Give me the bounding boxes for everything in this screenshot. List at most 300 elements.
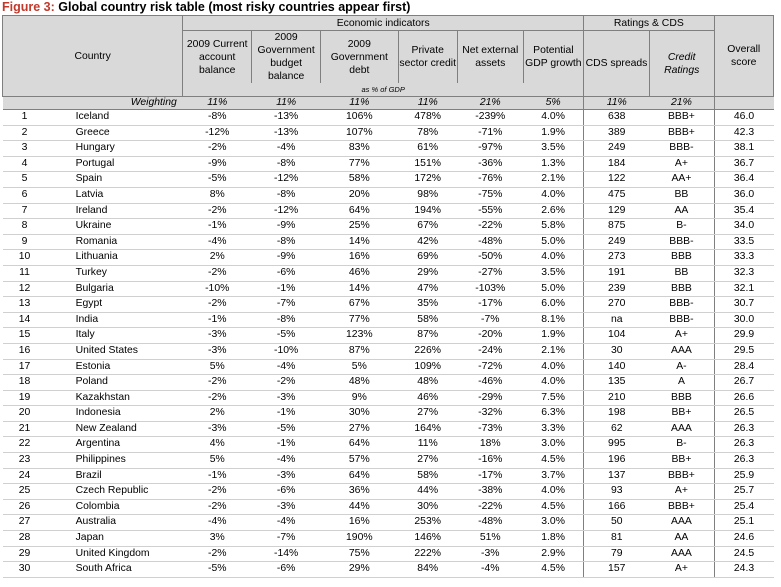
cell-private-credit: 67% [398, 219, 457, 235]
cell-credit-rating: A+ [649, 328, 714, 344]
cds-spreads-header: CDS spreads [584, 31, 650, 97]
cell-country: Ukraine [75, 219, 183, 235]
cell-gov-budget: -4% [252, 515, 321, 531]
cell-gov-debt: 64% [321, 468, 398, 484]
cell-gov-budget: -4% [252, 141, 321, 157]
cell-cds-spreads: 79 [584, 546, 650, 562]
cell-net-assets: -24% [457, 343, 523, 359]
cell-gdp-growth: 5.0% [523, 234, 583, 250]
cell-cds-spreads: 273 [584, 250, 650, 266]
cell-country: Turkey [75, 265, 183, 281]
cell-current-account: -2% [183, 203, 252, 219]
cell-private-credit: 253% [398, 515, 457, 531]
cell-current-account: 4% [183, 437, 252, 453]
cell-cds-spreads: 249 [584, 141, 650, 157]
cell-gov-debt: 30% [321, 406, 398, 422]
cell-private-credit: 27% [398, 453, 457, 469]
cell-gdp-growth: 4.5% [523, 499, 583, 515]
cell-current-account: -1% [183, 468, 252, 484]
cell-current-account: -9% [183, 156, 252, 172]
table-row [3, 250, 774, 266]
cell-private-credit: 42% [398, 234, 457, 250]
cell-gov-budget: -10% [252, 343, 321, 359]
cell-cds-spreads: 184 [584, 156, 650, 172]
cell-gov-budget: -6% [252, 562, 321, 578]
cell-cds-spreads: 62 [584, 421, 650, 437]
cell-private-credit: 27% [398, 406, 457, 422]
cell-country: Egypt [75, 297, 183, 313]
cell-current-account: -2% [183, 390, 252, 406]
cell-gdp-growth: 7.5% [523, 390, 583, 406]
cell-net-assets: -38% [457, 484, 523, 500]
cell-rank: 2 [3, 125, 75, 141]
cell-net-assets: -48% [457, 234, 523, 250]
cell-cds-spreads: 270 [584, 297, 650, 313]
gov-debt-header: 2009 Government debt [321, 31, 398, 84]
cell-country: India [75, 312, 183, 328]
cell-credit-rating: BBB [649, 250, 714, 266]
cell-rank: 13 [3, 297, 75, 313]
cell-gov-budget: -8% [252, 187, 321, 203]
cell-overall-score: 24.5 [714, 546, 773, 562]
cell-gov-debt: 83% [321, 141, 398, 157]
cell-gdp-growth: 3.5% [523, 141, 583, 157]
cell-gov-budget: -5% [252, 421, 321, 437]
cell-country: United Kingdom [75, 546, 183, 562]
cell-cds-spreads: 30 [584, 343, 650, 359]
cell-rank: 10 [3, 250, 75, 266]
cell-cds-spreads: na [584, 312, 650, 328]
cell-rank: 21 [3, 421, 75, 437]
cell-gov-debt: 14% [321, 234, 398, 250]
cell-rank: 29 [3, 546, 75, 562]
cell-rank: 26 [3, 499, 75, 515]
cell-gov-budget: -4% [252, 359, 321, 375]
cell-country: Kazakhstan [75, 390, 183, 406]
cell-country: Romania [75, 234, 183, 250]
cell-private-credit: 30% [398, 499, 457, 515]
cell-gov-budget: -7% [252, 297, 321, 313]
ratings-cds-header: Ratings & CDS [584, 16, 714, 31]
figure-title-text: Global country risk table (most risky countries appear first) [58, 0, 411, 14]
cell-net-assets: -20% [457, 328, 523, 344]
table-row [3, 390, 774, 406]
weighting-current-account: 11% [183, 97, 252, 110]
cell-credit-rating: BBB+ [649, 468, 714, 484]
cell-net-assets: -46% [457, 375, 523, 391]
gdp-growth-header: Potential GDP growth [523, 31, 583, 84]
cell-rank: 14 [3, 312, 75, 328]
cell-rank: 25 [3, 484, 75, 500]
weighting-private-credit: 11% [398, 97, 457, 110]
cell-gov-debt: 87% [321, 343, 398, 359]
cell-overall-score: 25.4 [714, 499, 773, 515]
cell-overall-score: 29.5 [714, 343, 773, 359]
figure-label: Figure 3: [2, 0, 55, 14]
cell-credit-rating: B- [649, 219, 714, 235]
table-row [3, 172, 774, 188]
cell-gov-budget: -4% [252, 453, 321, 469]
cell-credit-rating: AAA [649, 546, 714, 562]
cell-credit-rating: A+ [649, 562, 714, 578]
table-row [3, 468, 774, 484]
cell-country: Portugal [75, 156, 183, 172]
cell-credit-rating: BBB- [649, 141, 714, 157]
table-row [3, 546, 774, 562]
cell-credit-rating: AA+ [649, 172, 714, 188]
cell-overall-score: 42.3 [714, 125, 773, 141]
table-row [3, 297, 774, 313]
cell-rank: 20 [3, 406, 75, 422]
cell-overall-score: 26.3 [714, 453, 773, 469]
table-row [3, 141, 774, 157]
cell-current-account: 5% [183, 359, 252, 375]
cell-net-assets: 51% [457, 531, 523, 547]
cell-private-credit: 58% [398, 312, 457, 328]
cell-rank: 7 [3, 203, 75, 219]
cell-gov-debt: 57% [321, 453, 398, 469]
cell-gov-debt: 123% [321, 328, 398, 344]
cell-overall-score: 30.7 [714, 297, 773, 313]
cell-net-assets: -50% [457, 250, 523, 266]
cell-gov-debt: 58% [321, 172, 398, 188]
economic-indicators-header: Economic indicators [183, 16, 584, 31]
credit-ratings-label: Credit Ratings [664, 51, 700, 76]
cell-gov-budget: -8% [252, 156, 321, 172]
table-row [3, 562, 774, 578]
cell-current-account: -3% [183, 421, 252, 437]
cell-overall-score: 28.4 [714, 359, 773, 375]
cell-private-credit: 478% [398, 110, 457, 126]
cell-credit-rating: A+ [649, 484, 714, 500]
figure-title [2, 0, 410, 15]
cell-credit-rating: AA [649, 203, 714, 219]
cell-rank: 23 [3, 453, 75, 469]
cell-gov-debt: 67% [321, 297, 398, 313]
cell-current-account: -2% [183, 375, 252, 391]
cell-rank: 8 [3, 219, 75, 235]
cell-gov-budget: -1% [252, 406, 321, 422]
cell-net-assets: -239% [457, 110, 523, 126]
cell-net-assets: -97% [457, 141, 523, 157]
cell-gov-debt: 107% [321, 125, 398, 141]
cell-cds-spreads: 122 [584, 172, 650, 188]
cell-net-assets: -22% [457, 499, 523, 515]
cell-gdp-growth: 8.1% [523, 312, 583, 328]
cell-current-account: -4% [183, 234, 252, 250]
cell-credit-rating: BBB+ [649, 125, 714, 141]
cell-net-assets: -71% [457, 125, 523, 141]
cell-overall-score: 30.0 [714, 312, 773, 328]
cell-gov-budget: -2% [252, 375, 321, 391]
cell-gov-budget: -14% [252, 546, 321, 562]
cell-current-account: -3% [183, 328, 252, 344]
cell-credit-rating: B- [649, 437, 714, 453]
credit-ratings-header [649, 31, 714, 97]
cell-gov-budget: -12% [252, 203, 321, 219]
weighting-gov-debt: 11% [321, 97, 398, 110]
cell-gdp-growth: 1.9% [523, 328, 583, 344]
gdp-note: as % of GDP [183, 83, 584, 97]
cell-private-credit: 98% [398, 187, 457, 203]
cell-country: Brazil [75, 468, 183, 484]
weighting-credit-ratings: 21% [649, 97, 714, 110]
cell-private-credit: 172% [398, 172, 457, 188]
cell-country: Greece [75, 125, 183, 141]
cell-current-account: 5% [183, 453, 252, 469]
cell-gov-debt: 16% [321, 515, 398, 531]
table-row [3, 281, 774, 297]
cell-country: Indonesia [75, 406, 183, 422]
cell-credit-rating: BBB [649, 281, 714, 297]
country-header: Country [3, 16, 183, 97]
cell-gdp-growth: 4.5% [523, 453, 583, 469]
cell-private-credit: 78% [398, 125, 457, 141]
cell-gov-budget: -1% [252, 437, 321, 453]
cell-rank: 19 [3, 390, 75, 406]
cell-gov-budget: -3% [252, 390, 321, 406]
cell-overall-score: 32.3 [714, 265, 773, 281]
cell-country: Japan [75, 531, 183, 547]
table-row [3, 187, 774, 203]
cell-private-credit: 146% [398, 531, 457, 547]
table-row [3, 328, 774, 344]
cell-overall-score: 33.3 [714, 250, 773, 266]
cell-net-assets: -55% [457, 203, 523, 219]
cell-overall-score: 25.9 [714, 468, 773, 484]
cell-gov-debt: 64% [321, 437, 398, 453]
cell-gov-budget: -8% [252, 234, 321, 250]
cell-overall-score: 26.3 [714, 437, 773, 453]
cell-cds-spreads: 157 [584, 562, 650, 578]
cell-private-credit: 58% [398, 468, 457, 484]
cell-current-account: -2% [183, 484, 252, 500]
cell-gdp-growth: 4.5% [523, 562, 583, 578]
cell-gov-debt: 75% [321, 546, 398, 562]
weighting-row [3, 97, 774, 110]
cell-cds-spreads: 135 [584, 375, 650, 391]
cell-country: Australia [75, 515, 183, 531]
cell-gdp-growth: 4.0% [523, 187, 583, 203]
cell-gdp-growth: 5.8% [523, 219, 583, 235]
cell-rank: 6 [3, 187, 75, 203]
cell-private-credit: 61% [398, 141, 457, 157]
cell-private-credit: 44% [398, 484, 457, 500]
cell-private-credit: 11% [398, 437, 457, 453]
cell-gdp-growth: 2.1% [523, 343, 583, 359]
cell-net-assets: -72% [457, 359, 523, 375]
cell-gov-debt: 48% [321, 375, 398, 391]
table-row [3, 156, 774, 172]
cell-gdp-growth: 4.0% [523, 250, 583, 266]
cell-cds-spreads: 191 [584, 265, 650, 281]
cell-gov-debt: 25% [321, 219, 398, 235]
cell-cds-spreads: 389 [584, 125, 650, 141]
cell-rank: 9 [3, 234, 75, 250]
cell-net-assets: -103% [457, 281, 523, 297]
cell-credit-rating: BBB- [649, 312, 714, 328]
cell-gdp-growth: 6.3% [523, 406, 583, 422]
cell-country: New Zealand [75, 421, 183, 437]
cell-overall-score: 24.6 [714, 531, 773, 547]
cell-country: Italy [75, 328, 183, 344]
cell-gov-budget: -1% [252, 281, 321, 297]
cell-gdp-growth: 4.0% [523, 484, 583, 500]
cell-gdp-growth: 4.0% [523, 375, 583, 391]
cell-net-assets: -32% [457, 406, 523, 422]
cell-gov-budget: -8% [252, 312, 321, 328]
cell-gov-budget: -13% [252, 110, 321, 126]
cell-cds-spreads: 249 [584, 234, 650, 250]
table-row [3, 219, 774, 235]
cell-current-account: 8% [183, 187, 252, 203]
cell-net-assets: -36% [457, 156, 523, 172]
cell-country: Philippines [75, 453, 183, 469]
cell-gov-debt: 46% [321, 265, 398, 281]
cell-net-assets: -17% [457, 297, 523, 313]
cell-credit-rating: BB [649, 265, 714, 281]
cell-rank: 22 [3, 437, 75, 453]
cell-overall-score: 38.1 [714, 141, 773, 157]
table-body [3, 110, 774, 578]
cell-gov-budget: -3% [252, 499, 321, 515]
cell-credit-rating: AA [649, 531, 714, 547]
cell-cds-spreads: 50 [584, 515, 650, 531]
cell-overall-score: 29.9 [714, 328, 773, 344]
cell-cds-spreads: 198 [584, 406, 650, 422]
cell-credit-rating: AAA [649, 421, 714, 437]
cell-cds-spreads: 81 [584, 531, 650, 547]
table-row [3, 437, 774, 453]
cell-credit-rating: A- [649, 359, 714, 375]
cell-gov-debt: 16% [321, 250, 398, 266]
weighting-label: Weighting [3, 97, 183, 110]
cell-private-credit: 222% [398, 546, 457, 562]
cell-current-account: 2% [183, 250, 252, 266]
cell-net-assets: -76% [457, 172, 523, 188]
table-row [3, 421, 774, 437]
cell-gdp-growth: 2.9% [523, 546, 583, 562]
cell-gov-debt: 29% [321, 562, 398, 578]
cell-overall-score: 34.0 [714, 219, 773, 235]
cell-rank: 28 [3, 531, 75, 547]
cell-country: Iceland [75, 110, 183, 126]
table-row [3, 125, 774, 141]
cell-net-assets: -48% [457, 515, 523, 531]
cell-gdp-growth: 1.8% [523, 531, 583, 547]
cell-rank: 4 [3, 156, 75, 172]
cell-gov-debt: 190% [321, 531, 398, 547]
cell-current-account: -2% [183, 499, 252, 515]
cell-overall-score: 33.5 [714, 234, 773, 250]
cell-net-assets: 18% [457, 437, 523, 453]
cell-credit-rating: BB+ [649, 406, 714, 422]
weighting-net-assets: 21% [457, 97, 523, 110]
cell-net-assets: -22% [457, 219, 523, 235]
weighting-overall [714, 97, 773, 110]
cell-current-account: -12% [183, 125, 252, 141]
cell-cds-spreads: 140 [584, 359, 650, 375]
cell-cds-spreads: 129 [584, 203, 650, 219]
cell-current-account: -5% [183, 172, 252, 188]
cell-gdp-growth: 5.0% [523, 281, 583, 297]
cell-cds-spreads: 210 [584, 390, 650, 406]
cell-private-credit: 194% [398, 203, 457, 219]
cell-credit-rating: BBB [649, 390, 714, 406]
cell-gov-budget: -6% [252, 265, 321, 281]
current-account-header: 2009 Current account balance [183, 31, 252, 84]
table-row [3, 343, 774, 359]
cell-private-credit: 164% [398, 421, 457, 437]
cell-gov-budget: -7% [252, 531, 321, 547]
table-row [3, 312, 774, 328]
cell-gov-debt: 14% [321, 281, 398, 297]
table-row [3, 515, 774, 531]
table-row [3, 234, 774, 250]
table-row [3, 265, 774, 281]
cell-gdp-growth: 1.9% [523, 125, 583, 141]
cell-net-assets: -16% [457, 453, 523, 469]
cell-country: United States [75, 343, 183, 359]
cell-credit-rating: BB+ [649, 453, 714, 469]
cell-rank: 24 [3, 468, 75, 484]
cell-current-account: -10% [183, 281, 252, 297]
overall-score-header: Overall score [714, 16, 773, 97]
cell-net-assets: -29% [457, 390, 523, 406]
cell-credit-rating: A+ [649, 156, 714, 172]
cell-country: Spain [75, 172, 183, 188]
cell-overall-score: 25.1 [714, 515, 773, 531]
country-risk-table [2, 15, 774, 578]
table-row [3, 453, 774, 469]
cell-country: Colombia [75, 499, 183, 515]
cell-current-account: -3% [183, 343, 252, 359]
cell-credit-rating: AAA [649, 343, 714, 359]
cell-current-account: -2% [183, 546, 252, 562]
weighting-gov-budget: 11% [252, 97, 321, 110]
cell-net-assets: -4% [457, 562, 523, 578]
cell-current-account: -2% [183, 297, 252, 313]
cell-gov-debt: 9% [321, 390, 398, 406]
cell-gdp-growth: 2.6% [523, 203, 583, 219]
cell-rank: 30 [3, 562, 75, 578]
cell-current-account: 2% [183, 406, 252, 422]
cell-gdp-growth: 3.7% [523, 468, 583, 484]
cell-overall-score: 26.5 [714, 406, 773, 422]
cell-cds-spreads: 475 [584, 187, 650, 203]
cell-rank: 12 [3, 281, 75, 297]
cell-overall-score: 32.1 [714, 281, 773, 297]
cell-gov-debt: 27% [321, 421, 398, 437]
cell-rank: 18 [3, 375, 75, 391]
cell-current-account: -8% [183, 110, 252, 126]
cell-rank: 16 [3, 343, 75, 359]
table-row [3, 499, 774, 515]
cell-current-account: -1% [183, 219, 252, 235]
cell-country: Latvia [75, 187, 183, 203]
cell-gdp-growth: 3.5% [523, 265, 583, 281]
cell-gov-debt: 5% [321, 359, 398, 375]
cell-overall-score: 35.4 [714, 203, 773, 219]
cell-gov-debt: 77% [321, 312, 398, 328]
cell-current-account: -5% [183, 562, 252, 578]
cell-private-credit: 109% [398, 359, 457, 375]
cell-gov-debt: 20% [321, 187, 398, 203]
cell-overall-score: 26.3 [714, 421, 773, 437]
cell-rank: 1 [3, 110, 75, 126]
cell-country: Argentina [75, 437, 183, 453]
cell-net-assets: -7% [457, 312, 523, 328]
